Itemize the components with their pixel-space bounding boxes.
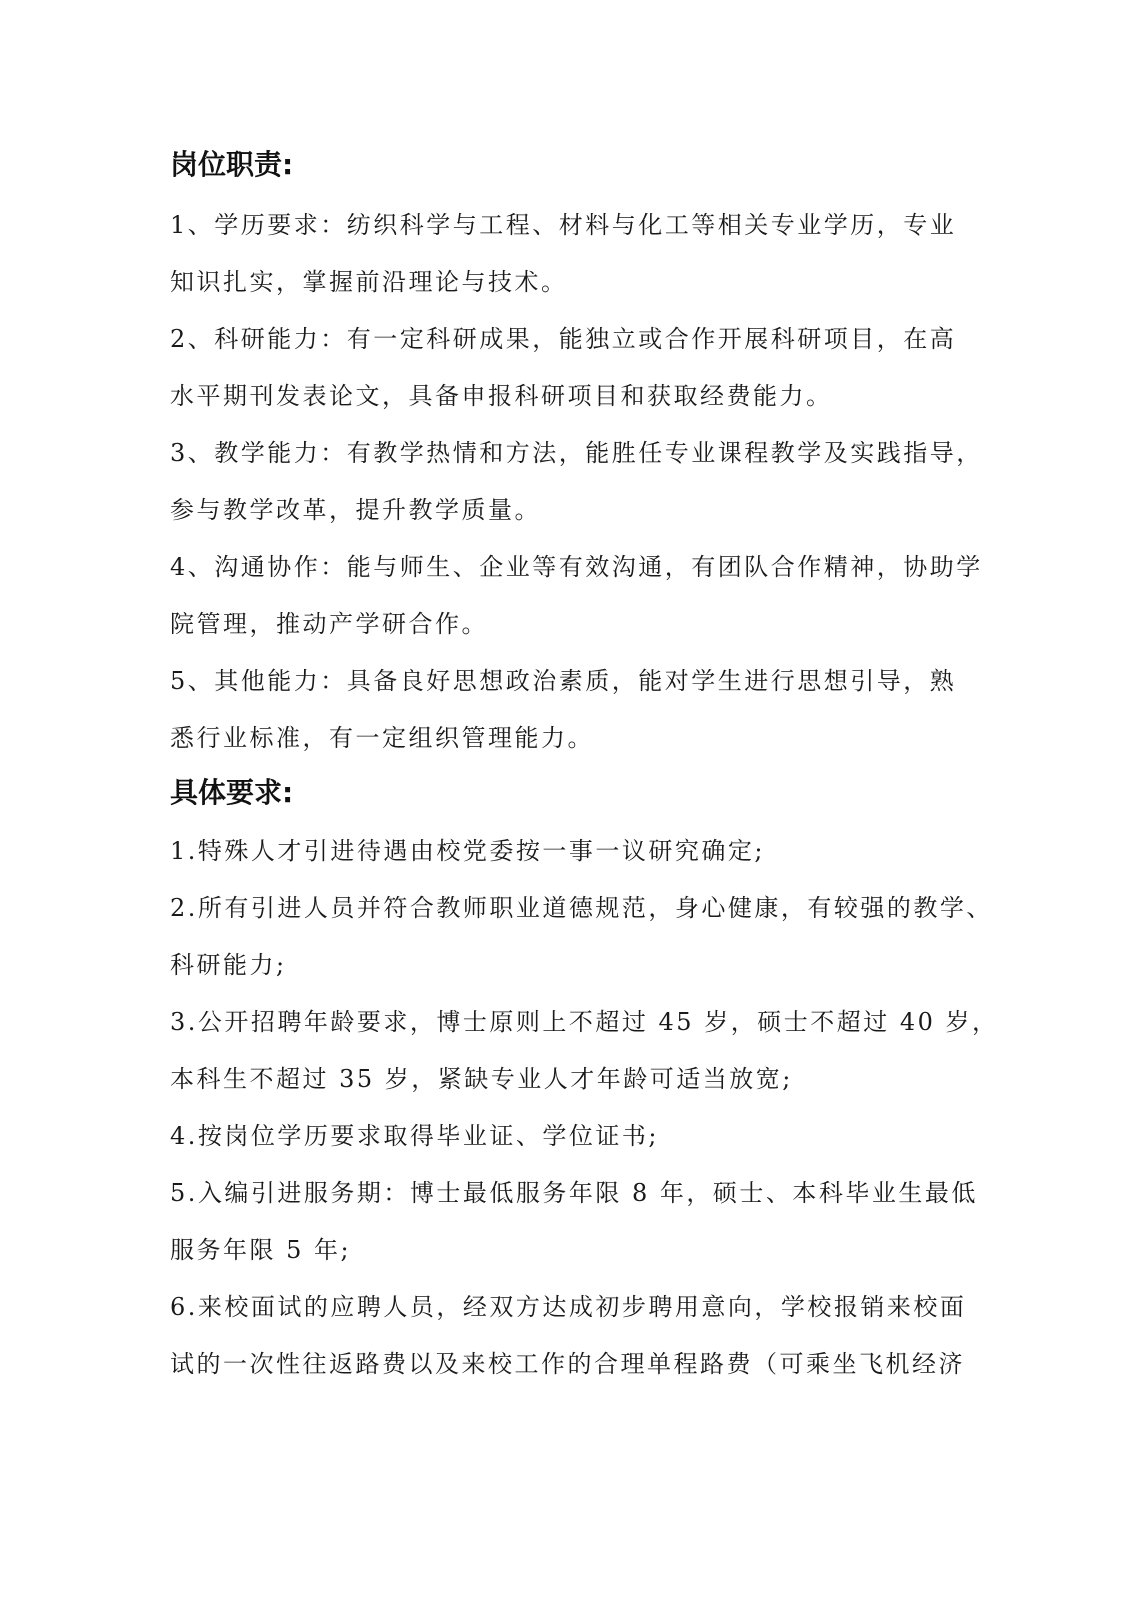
paragraph-line: 试的一次性往返路费以及来校工作的合理单程路费（可乘坐飞机经济 [170, 1350, 965, 1378]
specific-requirements-list [170, 823, 999, 1393]
paragraph-line: 3、教学能力：有教学热情和方法，能胜任专业课程教学及实践指导， [170, 439, 983, 467]
paragraph-line: 水平期刊发表论文，具备申报科研项目和获取经费能力。 [170, 382, 833, 410]
paragraph-line: 服务年限 5 年; [170, 1236, 352, 1264]
paragraph-line: 4、沟通协作：能与师生、企业等有效沟通，有团队合作精神，协助学 [170, 553, 983, 581]
section-heading-job-duties: 岗位职责: [170, 148, 294, 181]
paragraph-line: 科研能力; [170, 951, 287, 979]
job-duties-list [170, 197, 983, 767]
paragraph-line: 2.所有引进人员并符合教师职业道德规范，身心健康，有较强的教学、 [170, 894, 993, 922]
paragraph-line: 4.按岗位学历要求取得毕业证、学位证书; [170, 1122, 659, 1150]
paragraph-line: 3.公开招聘年龄要求，博士原则上不超过 45 岁，硕士不超过 40 岁， [170, 1008, 999, 1036]
document-body [170, 145, 999, 1393]
paragraph-line: 6.来校面试的应聘人员，经双方达成初步聘用意向，学校报销来校面 [170, 1293, 967, 1321]
paragraph-line: 1.特殊人才引进待遇由校党委按一事一议研究确定; [170, 837, 765, 865]
paragraph-line: 5.入编引进服务期：博士最低服务年限 8 年，硕士、本科毕业生最低 [170, 1179, 978, 1207]
paragraph-line: 5、其他能力：具备良好思想政治素质，能对学生进行思想引导，熟 [170, 667, 957, 695]
section-heading-specific-requirements: 具体要求: [170, 776, 294, 809]
paragraph-line: 知识扎实，掌握前沿理论与技术。 [170, 268, 568, 296]
paragraph-line: 本科生不超过 35 岁，紧缺专业人才年龄可适当放宽; [170, 1065, 793, 1093]
paragraph-line: 参与教学改革，提升教学质量。 [170, 496, 541, 524]
paragraph-line: 2、科研能力：有一定科研成果，能独立或合作开展科研项目，在高 [170, 325, 957, 353]
paragraph-line: 悉行业标准，有一定组织管理能力。 [170, 724, 594, 752]
paragraph-line: 院管理，推动产学研合作。 [170, 610, 488, 638]
paragraph-line: 1、学历要求：纺织科学与工程、材料与化工等相关专业学历，专业 [170, 211, 957, 239]
